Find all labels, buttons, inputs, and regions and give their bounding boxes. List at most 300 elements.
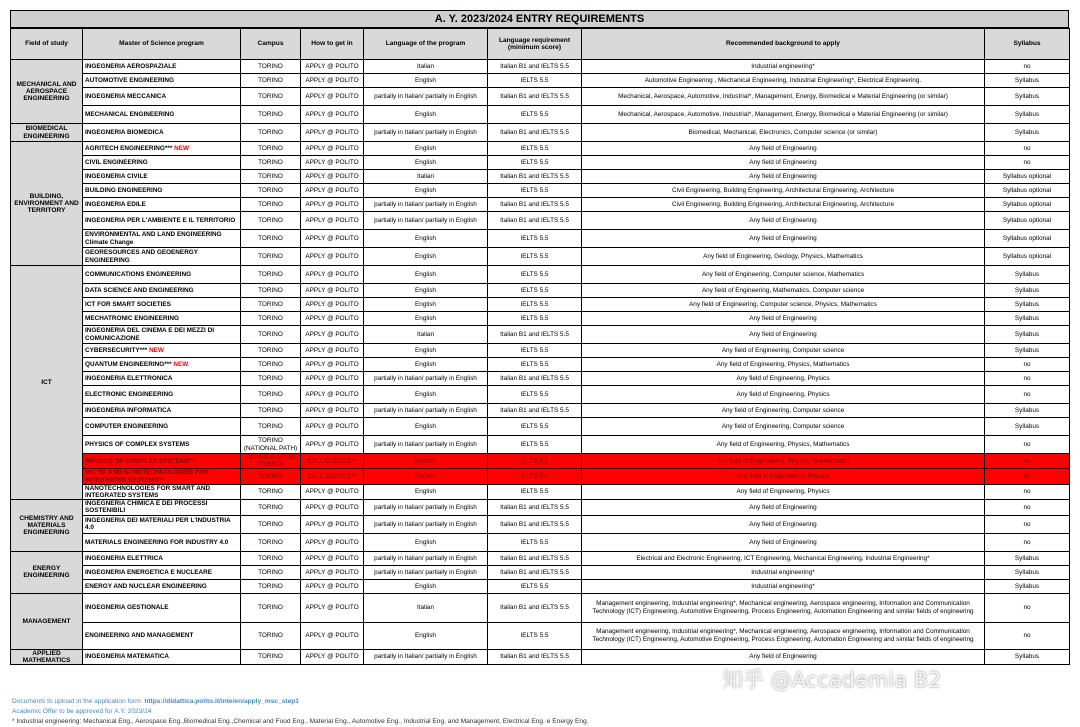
syllabus — [985, 142, 1070, 156]
program-language — [364, 124, 488, 142]
syllabus — [985, 372, 1070, 386]
recommended-background-text: Any field of Engineering, Computer science, Physics, Mathematics — [689, 300, 877, 308]
program-name — [83, 344, 241, 358]
recommended-background — [582, 106, 985, 124]
table-row — [11, 60, 1070, 74]
how-to-get-in[interactable] — [301, 184, 364, 198]
language-requirement-text: IELTS 5.5 — [520, 286, 549, 294]
syllabus[interactable] — [985, 88, 1070, 106]
syllabus-text: Syllabus — [1014, 270, 1040, 278]
recommended-background-text: Any field of Engineering — [749, 144, 817, 152]
recommended-background — [582, 565, 985, 579]
campus — [241, 124, 301, 142]
campus — [241, 312, 301, 326]
language-requirement-text: IELTS 5.5 — [520, 538, 549, 546]
how-to-get-in[interactable] — [301, 212, 364, 230]
how-to-get-in[interactable] — [301, 124, 364, 142]
program-language-text: English — [415, 270, 436, 278]
how-to-get-in-text: CALL CLOSED** — [307, 473, 357, 480]
how-to-get-in[interactable] — [301, 248, 364, 266]
how-to-get-in-text: APPLY @ POLITO — [305, 234, 359, 242]
program-name-text: COMPUTER ENGINEERING — [85, 422, 169, 430]
table-row — [11, 622, 1070, 649]
program-name — [83, 565, 241, 579]
program-name — [83, 106, 241, 124]
how-to-get-in[interactable] — [301, 418, 364, 436]
program-language-text: English — [415, 422, 436, 430]
language-requirement-text: Italian B1 and IELTS 5.5 — [500, 172, 569, 180]
table-row — [11, 248, 1070, 266]
program-language-text: partially in Italian/ partially in English — [374, 568, 477, 576]
table-row — [11, 212, 1070, 230]
program-name — [83, 88, 241, 106]
syllabus-text: Syllabus optional — [1002, 252, 1052, 260]
campus — [241, 469, 301, 484]
syllabus-text: Syllabus — [1014, 554, 1040, 562]
how-to-get-in[interactable] — [301, 469, 364, 484]
syllabus[interactable] — [985, 565, 1070, 579]
language-requirement-text: IELTS 5.5 — [520, 270, 549, 278]
language-requirement — [488, 622, 582, 649]
how-to-get-in[interactable] — [301, 312, 364, 326]
language-requirement — [488, 284, 582, 298]
campus-text: TORINO — [258, 186, 283, 194]
program-language-text: English — [415, 457, 436, 465]
campus — [241, 266, 301, 284]
table-row — [11, 170, 1070, 184]
recommended-background — [582, 454, 985, 469]
recommended-background-text: Industrial engineering* — [751, 582, 815, 590]
language-requirement — [488, 418, 582, 436]
program-name-text: INGEGNERIA PER L'AMBIENTE E IL TERRITORIO — [85, 216, 236, 224]
how-to-get-in-text: APPLY @ POLITO — [305, 653, 359, 661]
language-requirement — [488, 484, 582, 499]
how-to-get-in[interactable] — [301, 198, 364, 212]
how-to-get-in[interactable] — [301, 230, 364, 248]
program-language — [364, 156, 488, 170]
language-requirement-text: IELTS 5.5 — [520, 473, 549, 480]
language-requirement-text: Italian B1 and IELTS 5.5 — [500, 216, 569, 224]
syllabus[interactable] — [985, 248, 1070, 266]
campus — [241, 454, 301, 469]
syllabus[interactable] — [985, 326, 1070, 344]
language-requirement-text: IELTS 5.5 — [520, 158, 549, 166]
language-requirement — [488, 230, 582, 248]
program-name-text: QUANTUM ENGINEERING*** — [85, 360, 172, 368]
campus — [241, 88, 301, 106]
syllabus[interactable] — [985, 298, 1070, 312]
syllabus[interactable] — [985, 284, 1070, 298]
recommended-background-text: Industrial engineering* — [751, 568, 815, 576]
footer-docs-link[interactable]: https://didattica.polito.it/inte/en/apply_msc_step1 — [144, 698, 299, 705]
language-requirement — [488, 60, 582, 74]
campus-text: TORINO — [258, 92, 283, 100]
footer-docs — [12, 697, 1062, 707]
how-to-get-in[interactable] — [301, 74, 364, 88]
how-to-get-in-text: APPLY @ POLITO — [305, 422, 359, 430]
recommended-background-text: Management engineering, Industrial engineering*, Mechanical engineering, Aerospace engineering, Information and Communication Technology (ICT) Engineering, Automotive Engineering, Process Engineering, Automation Engineering and similar fields of engineering — [592, 600, 974, 615]
campus — [241, 500, 301, 515]
campus — [241, 386, 301, 404]
campus-text: TORINO — [258, 270, 283, 278]
campus-text: TORINO — [258, 520, 283, 528]
syllabus[interactable] — [985, 106, 1070, 124]
header-field: Field of study — [11, 29, 83, 60]
how-to-get-in[interactable] — [301, 436, 364, 454]
how-to-get-in[interactable] — [301, 142, 364, 156]
recommended-background-text: Any field of Engineering — [749, 503, 817, 511]
recommended-background — [582, 372, 985, 386]
program-language-text: English — [415, 234, 436, 242]
how-to-get-in-text: APPLY @ POLITO — [305, 186, 359, 194]
program-name-text: AUTOMOTIVE ENGINEERING — [85, 76, 175, 84]
syllabus[interactable] — [985, 198, 1070, 212]
program-language — [364, 436, 488, 454]
how-to-get-in-text: APPLY @ POLITO — [305, 76, 359, 84]
campus — [241, 156, 301, 170]
program-name-text: INGEGNERIA BIOMEDICA — [85, 128, 164, 136]
how-to-get-in[interactable] — [301, 454, 364, 469]
recommended-background — [582, 533, 985, 551]
program-language — [364, 404, 488, 418]
language-requirement-text: IELTS 5.5 — [520, 186, 549, 194]
syllabus — [985, 469, 1070, 484]
program-language — [364, 551, 488, 565]
field-of-study: MECHANICAL AND AEROSPACE ENGINEERING — [11, 60, 83, 124]
program-name-text: CIVIL ENGINEERING — [85, 158, 148, 166]
how-to-get-in[interactable] — [301, 298, 364, 312]
table-row — [11, 230, 1070, 248]
program-language — [364, 469, 488, 484]
language-requirement-text: IELTS 5.5 — [520, 422, 549, 430]
syllabus[interactable] — [985, 579, 1070, 593]
field-of-study: BIOMEDICAL ENGINEERING — [11, 124, 83, 142]
program-language-text: English — [415, 632, 436, 640]
campus — [241, 326, 301, 344]
program-name — [83, 649, 241, 664]
how-to-get-in-text: APPLY @ POLITO — [305, 128, 359, 136]
recommended-background — [582, 184, 985, 198]
program-language-text: English — [415, 390, 436, 398]
how-to-get-in[interactable] — [301, 358, 364, 372]
program-language — [364, 284, 488, 298]
program-language-text: partially in Italian/ partially in English — [374, 503, 477, 511]
program-language-text: Italian — [416, 330, 435, 338]
how-to-get-in-text: APPLY @ POLITO — [305, 582, 359, 590]
how-to-get-in[interactable] — [301, 404, 364, 418]
recommended-background-text: Civil Engineering, Building Engineering, Architectural Engineering, Architecture — [671, 200, 895, 208]
program-name — [83, 579, 241, 593]
campus — [241, 184, 301, 198]
language-requirement — [488, 106, 582, 124]
program-language-text: English — [415, 538, 436, 546]
program-language — [364, 533, 488, 551]
program-language-text: Italian — [416, 604, 435, 612]
syllabus[interactable] — [985, 312, 1070, 326]
language-requirement-text: Italian B1 and IELTS 5.5 — [500, 503, 569, 511]
how-to-get-in[interactable] — [301, 484, 364, 499]
how-to-get-in[interactable] — [301, 593, 364, 622]
how-to-get-in[interactable] — [301, 266, 364, 284]
campus — [241, 622, 301, 649]
how-to-get-in-text: APPLY @ POLITO — [305, 568, 359, 576]
syllabus[interactable] — [985, 266, 1070, 284]
language-requirement-text: IELTS 5.5 — [520, 110, 549, 118]
recommended-background — [582, 404, 985, 418]
syllabus-text: Syllabus — [1014, 314, 1040, 322]
field-of-study: APPLIED MATHEMATICS — [11, 649, 83, 664]
syllabus-text: no — [1023, 360, 1031, 368]
language-requirement-text: IELTS 5.5 — [520, 252, 549, 260]
how-to-get-in-text: APPLY @ POLITO — [305, 110, 359, 118]
program-language-text: partially in Italian/ partially in English — [374, 200, 477, 208]
how-to-get-in[interactable] — [301, 649, 364, 664]
language-requirement — [488, 515, 582, 533]
program-language — [364, 326, 488, 344]
syllabus-text: Syllabus — [1014, 406, 1040, 414]
syllabus-text: no — [1023, 473, 1031, 480]
new-badge: NEW — [174, 144, 190, 152]
how-to-get-in[interactable] — [301, 386, 364, 404]
table-row — [11, 565, 1070, 579]
campus-text: TORINO — [258, 234, 283, 242]
recommended-background — [582, 622, 985, 649]
language-requirement-text: IELTS 5.5 — [520, 234, 549, 242]
how-to-get-in[interactable] — [301, 344, 364, 358]
campus-text: TORINO — [258, 653, 283, 661]
table-row — [11, 515, 1070, 533]
field-of-study: BUILDING, ENVIRONMENT AND TERRITORY — [11, 142, 83, 266]
program-language-text: partially in Italian/ partially in English — [374, 406, 477, 414]
recommended-background-text: Industrial engineering* — [751, 62, 815, 70]
how-to-get-in[interactable] — [301, 284, 364, 298]
recommended-background-text: Any field of Engineering — [749, 234, 817, 242]
recommended-background-text: Any field of Engineering, Geology, Physics, Mathematics — [703, 252, 863, 260]
campus — [241, 198, 301, 212]
program-language — [364, 515, 488, 533]
program-language-text: partially in Italian/ partially in English — [374, 653, 477, 661]
table-row — [11, 551, 1070, 565]
program-name-text: INGEGNERIA ENERGETICA E NUCLEARE — [85, 568, 212, 576]
table-row — [11, 74, 1070, 88]
program-language — [364, 88, 488, 106]
program-language — [364, 312, 488, 326]
syllabus[interactable] — [985, 230, 1070, 248]
language-requirement-text: Italian B1 and IELTS 5.5 — [500, 200, 569, 208]
campus-text: TORINO — [258, 360, 283, 368]
program-language — [364, 579, 488, 593]
syllabus[interactable] — [985, 184, 1070, 198]
campus-text: TORINO — [258, 473, 283, 480]
syllabus-text: no — [1023, 503, 1031, 511]
campus-text: TORINO — [258, 503, 283, 511]
language-requirement — [488, 184, 582, 198]
syllabus-text: no — [1023, 632, 1031, 640]
how-to-get-in[interactable] — [301, 533, 364, 551]
how-to-get-in[interactable] — [301, 622, 364, 649]
program-name-text: ELECTRONIC ENGINEERING — [85, 390, 174, 398]
program-language — [364, 593, 488, 622]
how-to-get-in[interactable] — [301, 60, 364, 74]
campus — [241, 565, 301, 579]
table-row — [11, 436, 1070, 454]
program-name — [83, 312, 241, 326]
how-to-get-in-text: APPLY @ POLITO — [305, 286, 359, 294]
syllabus[interactable] — [985, 212, 1070, 230]
field-of-study: MANAGEMENT — [11, 593, 83, 649]
how-to-get-in[interactable] — [301, 88, 364, 106]
program-name-text: INGEGNERIA GESTIONALE — [85, 604, 169, 612]
program-name — [83, 515, 241, 533]
recommended-background — [582, 551, 985, 565]
program-name-text: MECHATRONIC ENGINEERING — [85, 314, 179, 322]
campus-text: TORINO — [258, 300, 283, 308]
syllabus[interactable] — [985, 649, 1070, 664]
syllabus — [985, 358, 1070, 372]
how-to-get-in-text: APPLY @ POLITO — [305, 503, 359, 511]
syllabus[interactable] — [985, 344, 1070, 358]
how-to-get-in[interactable] — [301, 565, 364, 579]
campus-text: TORINO/PARIGI/ TRIESTE — [245, 454, 296, 469]
syllabus-text: no — [1023, 457, 1031, 465]
language-requirement — [488, 579, 582, 593]
language-requirement — [488, 551, 582, 565]
language-requirement-text: IELTS 5.5 — [520, 632, 549, 640]
page-title: A. Y. 2023/2024 ENTRY REQUIREMENTS — [10, 10, 1069, 28]
language-requirement — [488, 248, 582, 266]
header-lang-req: Language requirement (minimum score) — [488, 29, 582, 60]
syllabus[interactable] — [985, 170, 1070, 184]
how-to-get-in-text: APPLY @ POLITO — [305, 252, 359, 260]
program-name-text: BUILDING ENGINEERING — [85, 186, 163, 194]
program-name — [83, 284, 241, 298]
program-name — [83, 326, 241, 344]
syllabus — [985, 500, 1070, 515]
campus-text: TORINO — [258, 488, 283, 496]
syllabus[interactable] — [985, 124, 1070, 142]
recommended-background-text: Any field of Engineering — [749, 216, 817, 224]
language-requirement-text: Italian B1 and IELTS 5.5 — [500, 128, 569, 136]
recommended-background — [582, 156, 985, 170]
recommended-background — [582, 436, 985, 454]
campus-text: TORINO — [258, 76, 283, 84]
syllabus[interactable] — [985, 404, 1070, 418]
campus — [241, 106, 301, 124]
language-requirement-text: Italian B1 and IELTS 5.5 — [500, 554, 569, 562]
syllabus-text: Syllabus — [1014, 76, 1040, 84]
how-to-get-in[interactable] — [301, 551, 364, 565]
language-requirement — [488, 88, 582, 106]
new-badge: NEW — [173, 360, 189, 368]
how-to-get-in[interactable] — [301, 372, 364, 386]
program-name-text: PHYSICS OF COMPLEX SYSTEMS — [85, 440, 190, 448]
recommended-background — [582, 198, 985, 212]
campus — [241, 212, 301, 230]
campus-text: TORINO — [258, 216, 283, 224]
table-row — [11, 469, 1070, 484]
field-of-study: ENERGY ENGINEERING — [11, 551, 83, 593]
campus — [241, 515, 301, 533]
how-to-get-in-text: APPLY @ POLITO — [305, 92, 359, 100]
how-to-get-in[interactable] — [301, 515, 364, 533]
program-language-text: Italian — [416, 62, 435, 70]
header-syllabus: Syllabus — [985, 29, 1070, 60]
how-to-get-in[interactable] — [301, 326, 364, 344]
language-requirement-text: IELTS 5.5 — [520, 390, 549, 398]
recommended-background — [582, 326, 985, 344]
how-to-get-in-text: APPLY @ POLITO — [305, 406, 359, 414]
recommended-background — [582, 60, 985, 74]
language-requirement-text: IELTS 5.5 — [520, 360, 549, 368]
syllabus[interactable] — [985, 74, 1070, 88]
syllabus — [985, 622, 1070, 649]
table-row — [11, 484, 1070, 499]
how-to-get-in[interactable] — [301, 500, 364, 515]
table-row — [11, 649, 1070, 664]
program-language-text: partially in Italian/ partially in English — [374, 520, 477, 528]
how-to-get-in[interactable] — [301, 579, 364, 593]
syllabus[interactable] — [985, 551, 1070, 565]
how-to-get-in-text: CALL CLOSED** — [307, 457, 357, 465]
how-to-get-in[interactable] — [301, 156, 364, 170]
program-name — [83, 469, 241, 484]
program-name — [83, 372, 241, 386]
syllabus[interactable] — [985, 418, 1070, 436]
recommended-background-text: Any field of Engineering — [749, 314, 817, 322]
program-language — [364, 622, 488, 649]
program-name — [83, 454, 241, 469]
recommended-background — [582, 298, 985, 312]
recommended-background-text: Any field of Engineering — [749, 172, 817, 180]
program-name — [83, 484, 241, 499]
table-row — [11, 184, 1070, 198]
program-name — [83, 436, 241, 454]
header-background: Recommended background to apply — [582, 29, 985, 60]
language-requirement — [488, 565, 582, 579]
language-requirement — [488, 298, 582, 312]
recommended-background — [582, 266, 985, 284]
program-name-text: INGEGNERIA AEROSPAZIALE — [85, 62, 177, 70]
program-name — [83, 142, 241, 156]
language-requirement — [488, 372, 582, 386]
recommended-background-text: Any field of Engineering — [749, 330, 817, 338]
campus-text: TORINO — [258, 346, 283, 354]
syllabus-text: no — [1023, 440, 1031, 448]
program-language — [364, 106, 488, 124]
program-language-text: partially in Italian/ partially in English — [374, 440, 477, 448]
language-requirement-text: IELTS 5.5 — [520, 300, 549, 308]
program-language-text: English — [415, 158, 436, 166]
program-language — [364, 266, 488, 284]
campus-text: TORINO — [258, 422, 283, 430]
campus — [241, 484, 301, 499]
program-name-text: INGEGNERIA EDILE — [85, 200, 146, 208]
program-name — [83, 156, 241, 170]
program-language-text: partially in Italian/ partially in English — [374, 92, 477, 100]
table-row — [11, 106, 1070, 124]
how-to-get-in[interactable] — [301, 106, 364, 124]
program-language — [364, 500, 488, 515]
syllabus-text: no — [1023, 520, 1031, 528]
program-language — [364, 372, 488, 386]
how-to-get-in[interactable] — [301, 170, 364, 184]
recommended-background — [582, 579, 985, 593]
campus-text: TORINO — [258, 110, 283, 118]
language-requirement-text: IELTS 5.5 — [520, 144, 549, 152]
program-name — [83, 74, 241, 88]
how-to-get-in-text: APPLY @ POLITO — [305, 538, 359, 546]
program-language — [364, 454, 488, 469]
